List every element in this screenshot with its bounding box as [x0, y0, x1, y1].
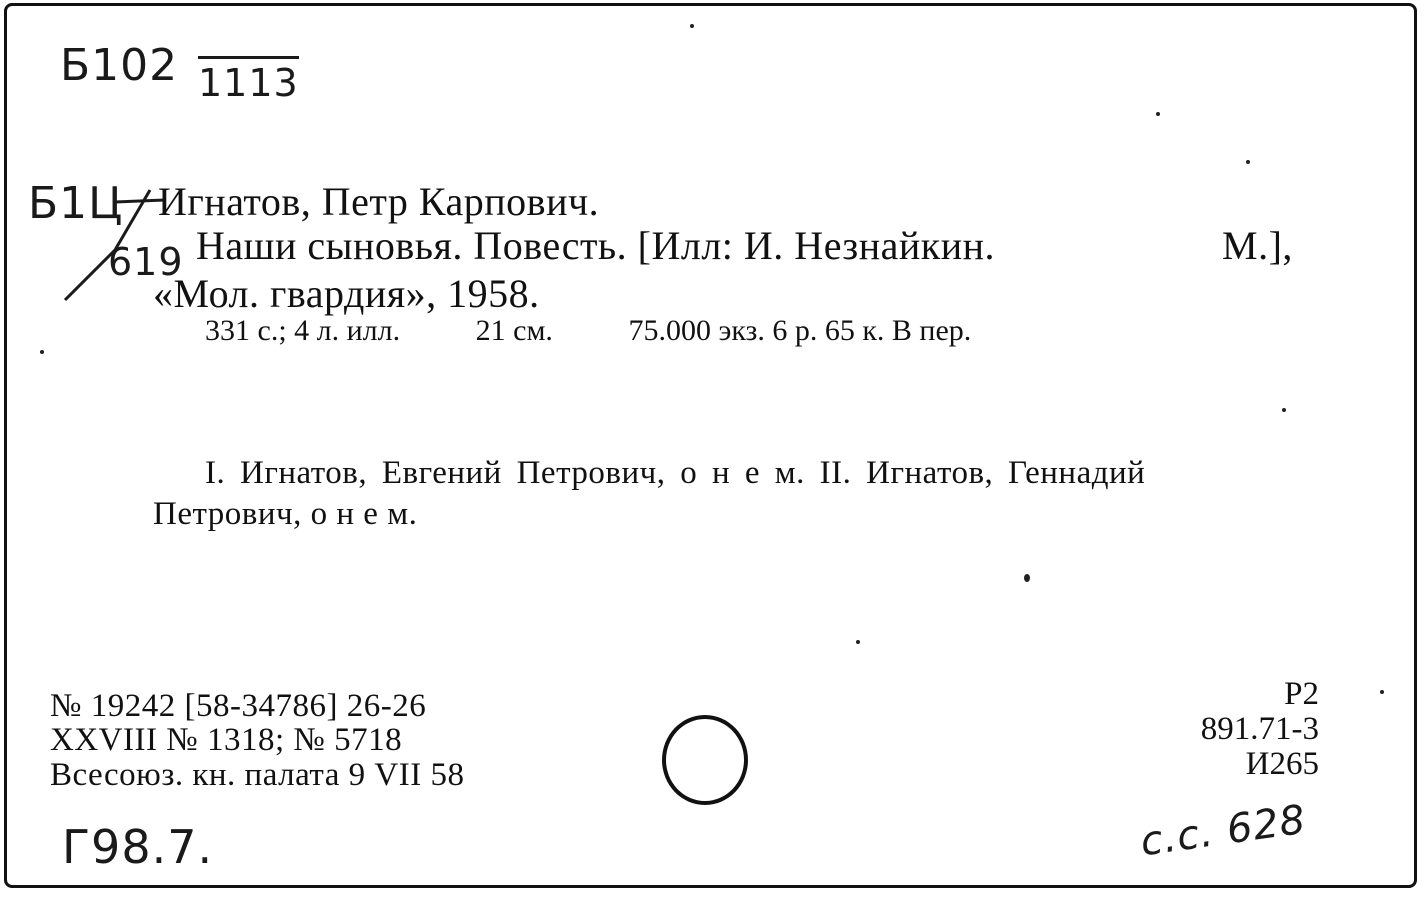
dust-speck [856, 640, 860, 644]
entry-subjects-line2: Петрович, о н е м. [153, 496, 418, 532]
dust-speck [1380, 690, 1384, 694]
entry-publisher-line: «Мол. гвардия», 1958. [153, 271, 540, 316]
footer-line2: XXVIII № 1318; № 5718 [50, 722, 403, 758]
punch-hole [662, 715, 748, 805]
handwritten-left-mark: Б1Ц [28, 178, 124, 229]
dust-speck [690, 24, 694, 28]
collation-print-run: 75.000 экз. 6 р. 65 к. В пер. [628, 314, 972, 347]
entry-subjects-line1: I. Игнатов, Евгений Петрович, о н е м. II. Игнатов, Геннадий [205, 455, 1146, 491]
dust-speck [1246, 160, 1250, 164]
collation-size: 21 см. [475, 314, 553, 347]
classification-line3: И265 [1245, 746, 1319, 782]
handwritten-left-sub: 619 [108, 240, 184, 284]
handwritten-bottom-left: Г98.7. [62, 820, 214, 874]
handwritten-top-code: Б102 [60, 40, 179, 91]
entry-heading: Игнатов, Петр Карпович. [158, 179, 600, 224]
dust-speck [1282, 408, 1286, 412]
entry-title-line: Наши сыновья. Повесть. [Илл: И. Незнайкин. [196, 223, 996, 268]
classification-line2: 891.71-3 [1200, 711, 1319, 747]
collation-pages: 331 с.; 4 л. илл. [205, 314, 401, 347]
entry-collation [205, 314, 971, 348]
classification-line1: Р2 [1284, 676, 1319, 712]
handwritten-bottom-right: с.с. 628 [1137, 796, 1309, 866]
footer-line3: Всесоюз. кн. палата 9 VII 58 [50, 757, 465, 793]
entry-place: М.], [1222, 223, 1293, 268]
dust-speck [1024, 574, 1030, 582]
footer-line1: № 19242 [58-34786] 26-26 [50, 688, 427, 724]
dust-speck [1156, 112, 1160, 116]
dust-speck [40, 350, 44, 354]
handwritten-top-fraction: 1113 [198, 56, 299, 105]
